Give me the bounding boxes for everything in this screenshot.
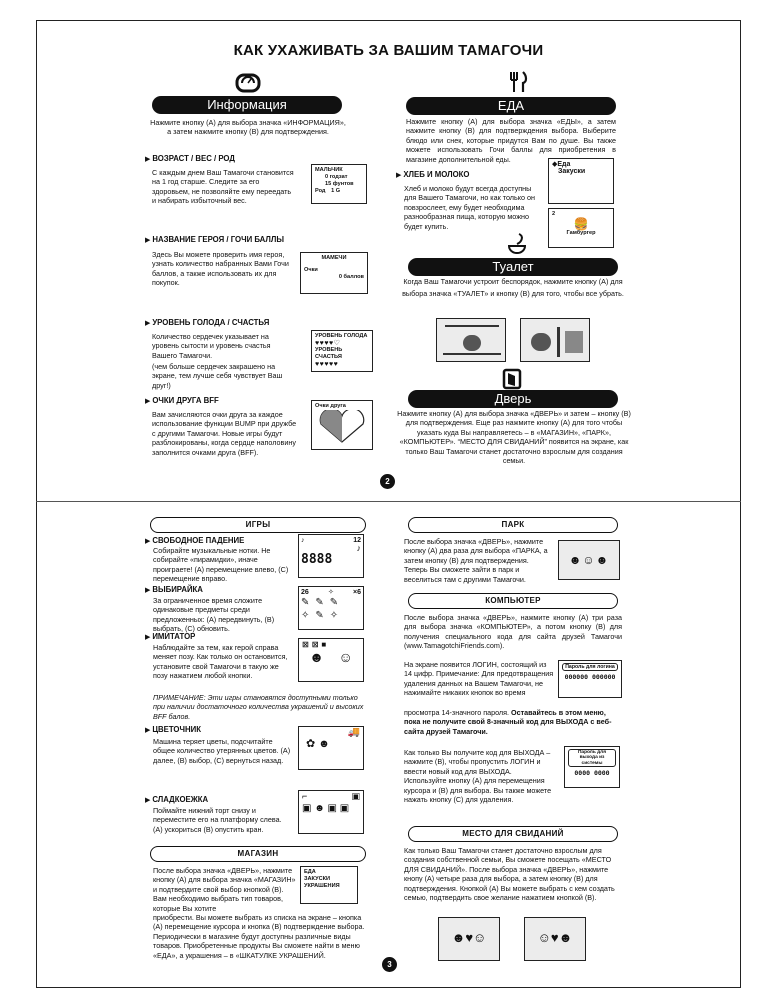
happy-hearts: ♥♥♥♥♥ [315,361,339,368]
flower-icon: ✿ ☻ [306,738,330,750]
fork-knife-icon [506,70,530,94]
logout-lcd-label: Пароль для выхода из системы [568,749,616,767]
picker-lcd [298,586,364,630]
sweet-lcd [298,790,364,834]
cake-icon: ▣ [351,791,360,801]
logout-lcd-digits: 0000 0000 [574,769,610,778]
tamagotchi-npc-icon: ☺ [338,649,353,665]
age-lcd-gen-label: Род [315,188,326,194]
bread-text: Хлеб и молоко будут всегда доступны для Вашего Тамагочи, но как только он повзрослеет, ему будет необходима разнообразная пища, которую можно будет купить. [404,184,535,231]
park-friends-icons: ☻☺☻ [568,553,610,567]
tool-icons: ✎✎✎ [301,597,345,608]
login-lcd-label: Пароль для логина [562,663,618,671]
name-text: Здесь Вы можете проверить имя героя, узнать количество набранных Вами Гочи баллов, а также использовать их для покупок. [152,250,289,288]
imitator-text: Наблюдайте за тем, как герой справа меняет позу. Как только он остановится, установите свой Тамагочи в такую же позу нажатием любой кнопки. [153,643,288,681]
page-title: КАК УХАЖИВАТЬ ЗА ВАШИМ ТАМАГОЧИ [233,42,544,59]
shop-lcd-decor: УКРАШЕНИЯ [304,883,340,889]
note-icon-2: ♪ [356,543,361,553]
computer-text-3b: Оставайтесь в этом меню, пока не получите свой 8-значный код для ВЫХОДА с веб-сайта друзей Тамагочи. [404,708,612,736]
page-number-3: 3 [382,957,397,972]
age-text: С каждым днем Ваш Тамагочи становится на 1 год старше. Следите за его здоровьем, не позволяйте ему переедать и набирать избыточный вес. [152,168,294,206]
computer-text-4: Как только Вы получите код для ВЫХОДА – нажмите (В), чтобы пропустить ЛОГИН и ввести новый код для ВЫХОДА. Используйте кнопку (А) для перемещения курсора и (В) для выбора. Вы также можете нажать кнопку (С) для удаления. [404,748,552,805]
picker-target: ×6 [353,589,361,596]
name-lcd-points-label: Очки [304,267,318,273]
couple-icons: ☻♥☺ [451,930,487,945]
computer-text-3 [404,708,624,736]
shop-lcd [300,866,358,904]
truck-icon: 🚚 [347,727,360,738]
info-section-bar: Информация [152,96,342,114]
platform-icons: ▣ ☻ ▣ ▣ [302,803,350,814]
imitator-lcd [298,638,364,682]
name-lcd [300,252,368,294]
shop-text-2: приобрести. Вы можете выбрать из списка на экране – кнопка (А) перемещение курсора и кнопка (В) подтверждение выбора. Периодически в магазине будут доступны различные виды товаров. Приобретенные продукты Вы сможете найти в меню «ЕДА», а украшения – в «ШКАТУЛКЕ УКРАШЕНИЙ. [153,913,365,960]
burger-icon: 🍔 [573,217,589,231]
imitator-heading: ▶ ИМИТАТОР [145,632,305,643]
heart-icon [315,410,369,444]
dating-section-bar: МЕСТО ДЛЯ СВИДАНИЙ [408,826,618,842]
shop-lcd-snacks: ЗАКУСКИ [304,876,331,882]
computer-text-2: На экране появится ЛОГИН, состоящий из 14 цифр. Примечание: Для предотвращения удаления данных на Вашем Тамагочи, не нажимайте никаких кнопок во время [404,660,554,698]
flower-lcd [298,726,364,770]
hunger-lcd-label: УРОВЕНЬ ГОЛОДА [315,333,368,339]
age-lcd-gen-value: 1 G [331,188,341,194]
toilet-section-bar: Туалет [408,258,618,276]
couple-icons-2: ☺♥☻ [537,930,573,945]
login-lcd [558,660,622,698]
picker-count: 26 [301,589,309,596]
freefall-heading: ▶ СВОБОДНОЕ ПАДЕНИЕ [145,536,305,547]
info-intro: Нажмите кнопку (А) для выбора значка «ИНФОРМАЦИЯ», а затем нажмите кнопку (В) для подтверждения. [150,118,346,137]
computer-text-1: После выбора значка «ДВЕРЬ», нажмите кнопку (А) три раза для выбора значка «КОМПЬЮТЕР», а потом кнопку (В) для получения специального кода для сайта друзей Тамагочи (www.TamagotchiFriends.com). [404,613,622,651]
happy-lcd-label: УРОВЕНЬ СЧАСТЬЯ [315,347,343,360]
age-lcd-gender: МАЛЬЧИК [315,167,343,173]
dating-screen-1 [438,917,500,961]
shop-section-bar: МАГАЗИН [150,846,366,862]
food-menu-food: ◆Еда [552,161,571,168]
park-text: После выбора значка «ДВЕРЬ», нажмите кнопку (А) два раза для выбора «ПАРКА, а затем кнопку (В) для подтверждения. Теперь Вы сможете зайти в парк и веселиться там с другими Тамагочи. [404,537,548,584]
computer-section-bar: КОМПЬЮТЕР [408,593,618,609]
freefall-text: Собирайте музыкальные нотки. Не собирайте «пирамидки», иначе проиграете! (А) перемещение влево, (С) перемещение вправо. [153,546,289,584]
food-intro: Нажмите кнопку (А) для выбора значка «ЕДЫ», а затем нажмите кнопку (В) для подтверждения выбора. Выберите блюдо или снек, которые придутся Вам по душе. Вы также можете использовать Гочи баллы для приобретения в магазине дополнительной еды. [406,117,616,164]
sweet-heading: ▶ СЛАДКОЕЖКА [145,795,305,806]
games-section-bar: ИГРЫ [150,517,366,533]
food-item-name: Гамбургер [566,230,596,236]
star-icon: ✧ [327,589,334,596]
sweet-text: Поймайте нижний торт снизу и переместите его на платформу слева. (А) ускориться (В) опустить кран. [153,806,282,834]
name-lcd-points: 0 баллов [338,274,364,280]
freefall-digits: 8888 [301,552,333,567]
door-section-bar: Дверь [408,390,618,408]
age-lcd [311,164,367,204]
shop-text-1: После выбора значка «ДВЕРЬ», нажмите кнопку (А) для выбора значка «МАГАЗИН» и подтвердите свой выбор кнопкой (В). Вам необходимо выбрать тип товаров, которые Вы хотите [153,866,296,913]
name-lcd-name: МАМЕЧИ [321,255,347,261]
age-heading: ▶ ВОЗРАСТ / ВЕС / РОД [145,154,345,165]
scale-icon [234,72,262,94]
logout-lcd [564,746,620,788]
toilet-text: Когда Ваш Тамагочи устроит беспорядок, нажмите кнопку (А) для выбора значка «ТУАЛЕТ» и кнопку (В) для того, чтобы все убрать. [402,277,624,298]
freefall-lcd [298,534,364,578]
hunger-heading: ▶ УРОВЕНЬ ГОЛОДА / СЧАСТЬЯ [145,318,345,329]
flower-text: Машина теряет цветы, подсчитайте общее количество утерянных цветов. (А) далее, (В) выбор, (С) вернуться назад. [153,737,291,765]
tamagotchi-player-icon: ☻ [309,649,324,665]
age-lcd-weight: 15 фунтов [325,181,354,187]
door-text: Нажмите кнопку (А) для выбора значка «ДВЕРЬ» и затем – кнопку (В) для подтверждения. Еще раз нажмите кнопку (А) для того чтобы указать куда Вы направляетесь – в «МАГАЗИН», «ПАРК», «КОМПЬЮТЕР». “МЕСТО ДЛЯ СВИДАНИЙ” появится на экране, как только Ваш Тамагочи станет достаточно взрослым для создания семьи. [397,409,631,466]
page-frame [36,20,741,988]
crane-icon: ⌐ [302,791,308,801]
bff-text: Вам зачисляются очки друга за каждое использование функции BUMP при дружбе с другими Тамагочи. Новые игры будут разблокированы, когда сердце наполовину заполнится очками друга (BFF). [152,410,297,457]
toilet-screen-clean [520,318,590,362]
page-divider [36,501,741,502]
flower-heading: ▶ ЦВЕТОЧНИК [145,725,305,736]
hunger-note: (чем больше сердечек закрашено на экране, тем лучше себя чувствует Ваш друг!) [152,362,283,390]
bff-lcd-label: Очки друга [315,403,346,409]
picker-text: За ограниченное время сложите одинаковые предметы среди предложенных: (А) передвинуть, (В) выбрать, (С) обновить. [153,596,275,634]
name-heading: ▶ НАЗВАНИЕ ГЕРОЯ / ГОЧИ БАЛЛЫ [145,235,345,246]
age-lcd-age: 0 годзат [325,174,348,180]
hunger-lcd [311,330,373,372]
bread-heading: ▶ ХЛЕБ И МОЛОКО [396,170,546,181]
food-menu-snacks: Закуски [558,168,586,175]
freefall-score: 12 [353,537,361,544]
note-icon: ♪ [301,537,305,544]
bff-lcd [311,400,373,450]
tool-icons-2: ✧✎✧ [301,610,345,621]
food-section-bar: ЕДА [406,97,616,115]
page-number-2: 2 [380,474,395,489]
food-item-number: 2 [552,211,556,217]
hunger-text: Количество сердечек указывает на уровень сытости и уровень счастья Вашего Тамагочи. [152,332,271,360]
login-lcd-digits: 000000 000000 [564,673,616,681]
hunger-hearts: ♥♥♥♥♡ [315,340,341,347]
dating-screen-2 [524,917,586,961]
computer-text-3a: просмотра 14-значного пароля. [404,708,510,717]
pose-icons: ⊠⊠■ [302,640,330,649]
dating-text: Как только Ваш Тамагочи станет достаточно взрослым для создания собственной семьи, Вы сможете посещать «МЕСТО ДЛЯ СВИДАНИЙ». После выбора значка «ДВЕРЬ», нажмите кнопу (А) четыре раза для выбора, а затем кнопку (В) для подтверждения. Кнопкой (А) Вы можете выбрать с кем создать семью, подтвердить свое желание нажатием кнопкой (В). [404,846,615,903]
food-item-lcd [548,208,614,248]
bff-heading: ▶ ОЧКИ ДРУГА BFF [145,396,345,407]
games-note: ПРИМЕЧАНИЕ: Эти игры становятся доступными только при наличии достаточного количества украшений и высоких BFF балов. [153,693,364,721]
picker-heading: ▶ ВЫБИРАЙКА [145,585,305,596]
shop-lcd-food: ЕДА [304,869,316,875]
park-section-bar: ПАРК [408,517,618,533]
food-menu-lcd [548,158,614,204]
park-screen [558,540,620,580]
door-icon [502,368,522,390]
toilet-screen-dirty [436,318,506,362]
plunger-icon [505,232,529,256]
